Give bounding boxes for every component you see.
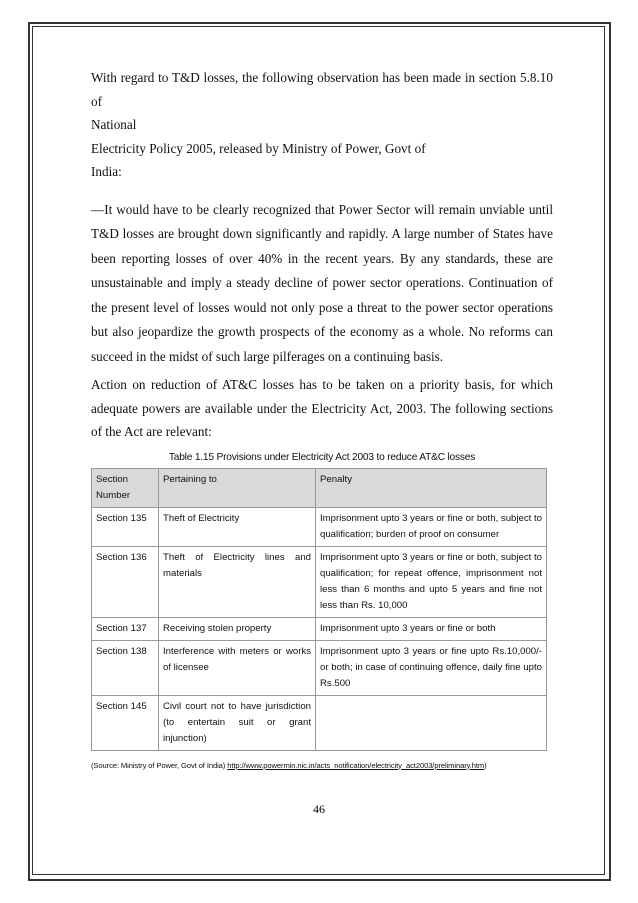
cell-section: Section 137 <box>92 617 159 640</box>
cell-section: Section 136 <box>92 546 159 617</box>
cell-pertaining: Theft of Electricity lines and materials <box>159 546 316 617</box>
source-suffix: ) <box>484 760 487 770</box>
cell-section: Section 135 <box>92 507 159 546</box>
quote-paragraph: ―It would have to be clearly recognized that Power Sector will remain unviable until T&D losses are brought down significantly and rapidly. A large number of States have been reporting losses of over 40% in the recent years. By any standards, these are unsustainable and imply a steady decline of power sector operations. Continuation of the present level of losses would not only pose a threat to the power sector operations but also jeopardize the growth prospects of the economy as a whole. No reforms can succeed in the midst of such large pilferages on a continuing basis. <box>91 201 553 364</box>
table-row <box>92 546 547 617</box>
paragraph-1-line-4: India: <box>91 164 122 179</box>
cell-penalty: Imprisonment upto 3 years or fine upto Rs.10,000/- or both; in case of continuing offence, daily fine upto Rs.500 <box>316 640 547 695</box>
cell-pertaining: Theft of Electricity <box>159 507 316 546</box>
source-prefix: (Source: Ministry of Power, Govt of India) <box>91 760 228 770</box>
cell-section: Section 138 <box>92 640 159 695</box>
table-caption: Table 1.15 Provisions under Electricity Act 2003 to reduce AT&C losses <box>168 451 476 463</box>
cell-section: Section 145 <box>92 695 159 750</box>
cell-penalty: Imprisonment upto 3 years or fine or both, subject to qualification; burden of proof on consumer <box>316 507 547 546</box>
paragraph-1-line-1: With regard to T&D losses, the following observation has been made in section 5.8.10 of <box>91 70 553 109</box>
paragraph-1-line-2: National <box>91 117 137 132</box>
action-paragraph: Action on reduction of AT&C losses has to be taken on a priority basis, for which adequate powers are available under the Electricity Act, 2003. The following sections of the Act are relevant: <box>91 377 553 439</box>
provisions-table <box>91 468 547 751</box>
header-pertaining-to: Pertaining to <box>159 468 316 507</box>
page-content <box>91 66 553 770</box>
table-row <box>92 640 547 695</box>
source-link[interactable]: http://www.powermin.nic.in/acts_notification/electricity_act2003/preliminary.htm <box>227 760 485 770</box>
page-number: 46 <box>313 802 325 816</box>
cell-pertaining: Civil court not to have jurisdiction (to entertain suit or grant injunction) <box>159 695 316 750</box>
table-header-row <box>92 468 547 507</box>
header-section-number: Section Number <box>92 468 159 507</box>
cell-penalty: Imprisonment upto 3 years or fine or both <box>316 617 547 640</box>
source-note <box>91 761 553 770</box>
table-row <box>92 695 547 750</box>
cell-pertaining: Interference with meters or works of licensee <box>159 640 316 695</box>
table-row <box>92 507 547 546</box>
cell-pertaining: Receiving stolen property <box>159 617 316 640</box>
paragraph-1-line-3: Electricity Policy 2005, released by Ministry of Power, Govt of <box>91 140 426 156</box>
header-penalty: Penalty <box>316 468 547 507</box>
cell-penalty: Imprisonment upto 3 years or fine or both, subject to qualification; for repeat offence, imprisonment not less than 6 months and upto 5 years and fine not less than Rs. 10,000 <box>316 546 547 617</box>
table-row <box>92 617 547 640</box>
cell-penalty <box>316 695 547 750</box>
